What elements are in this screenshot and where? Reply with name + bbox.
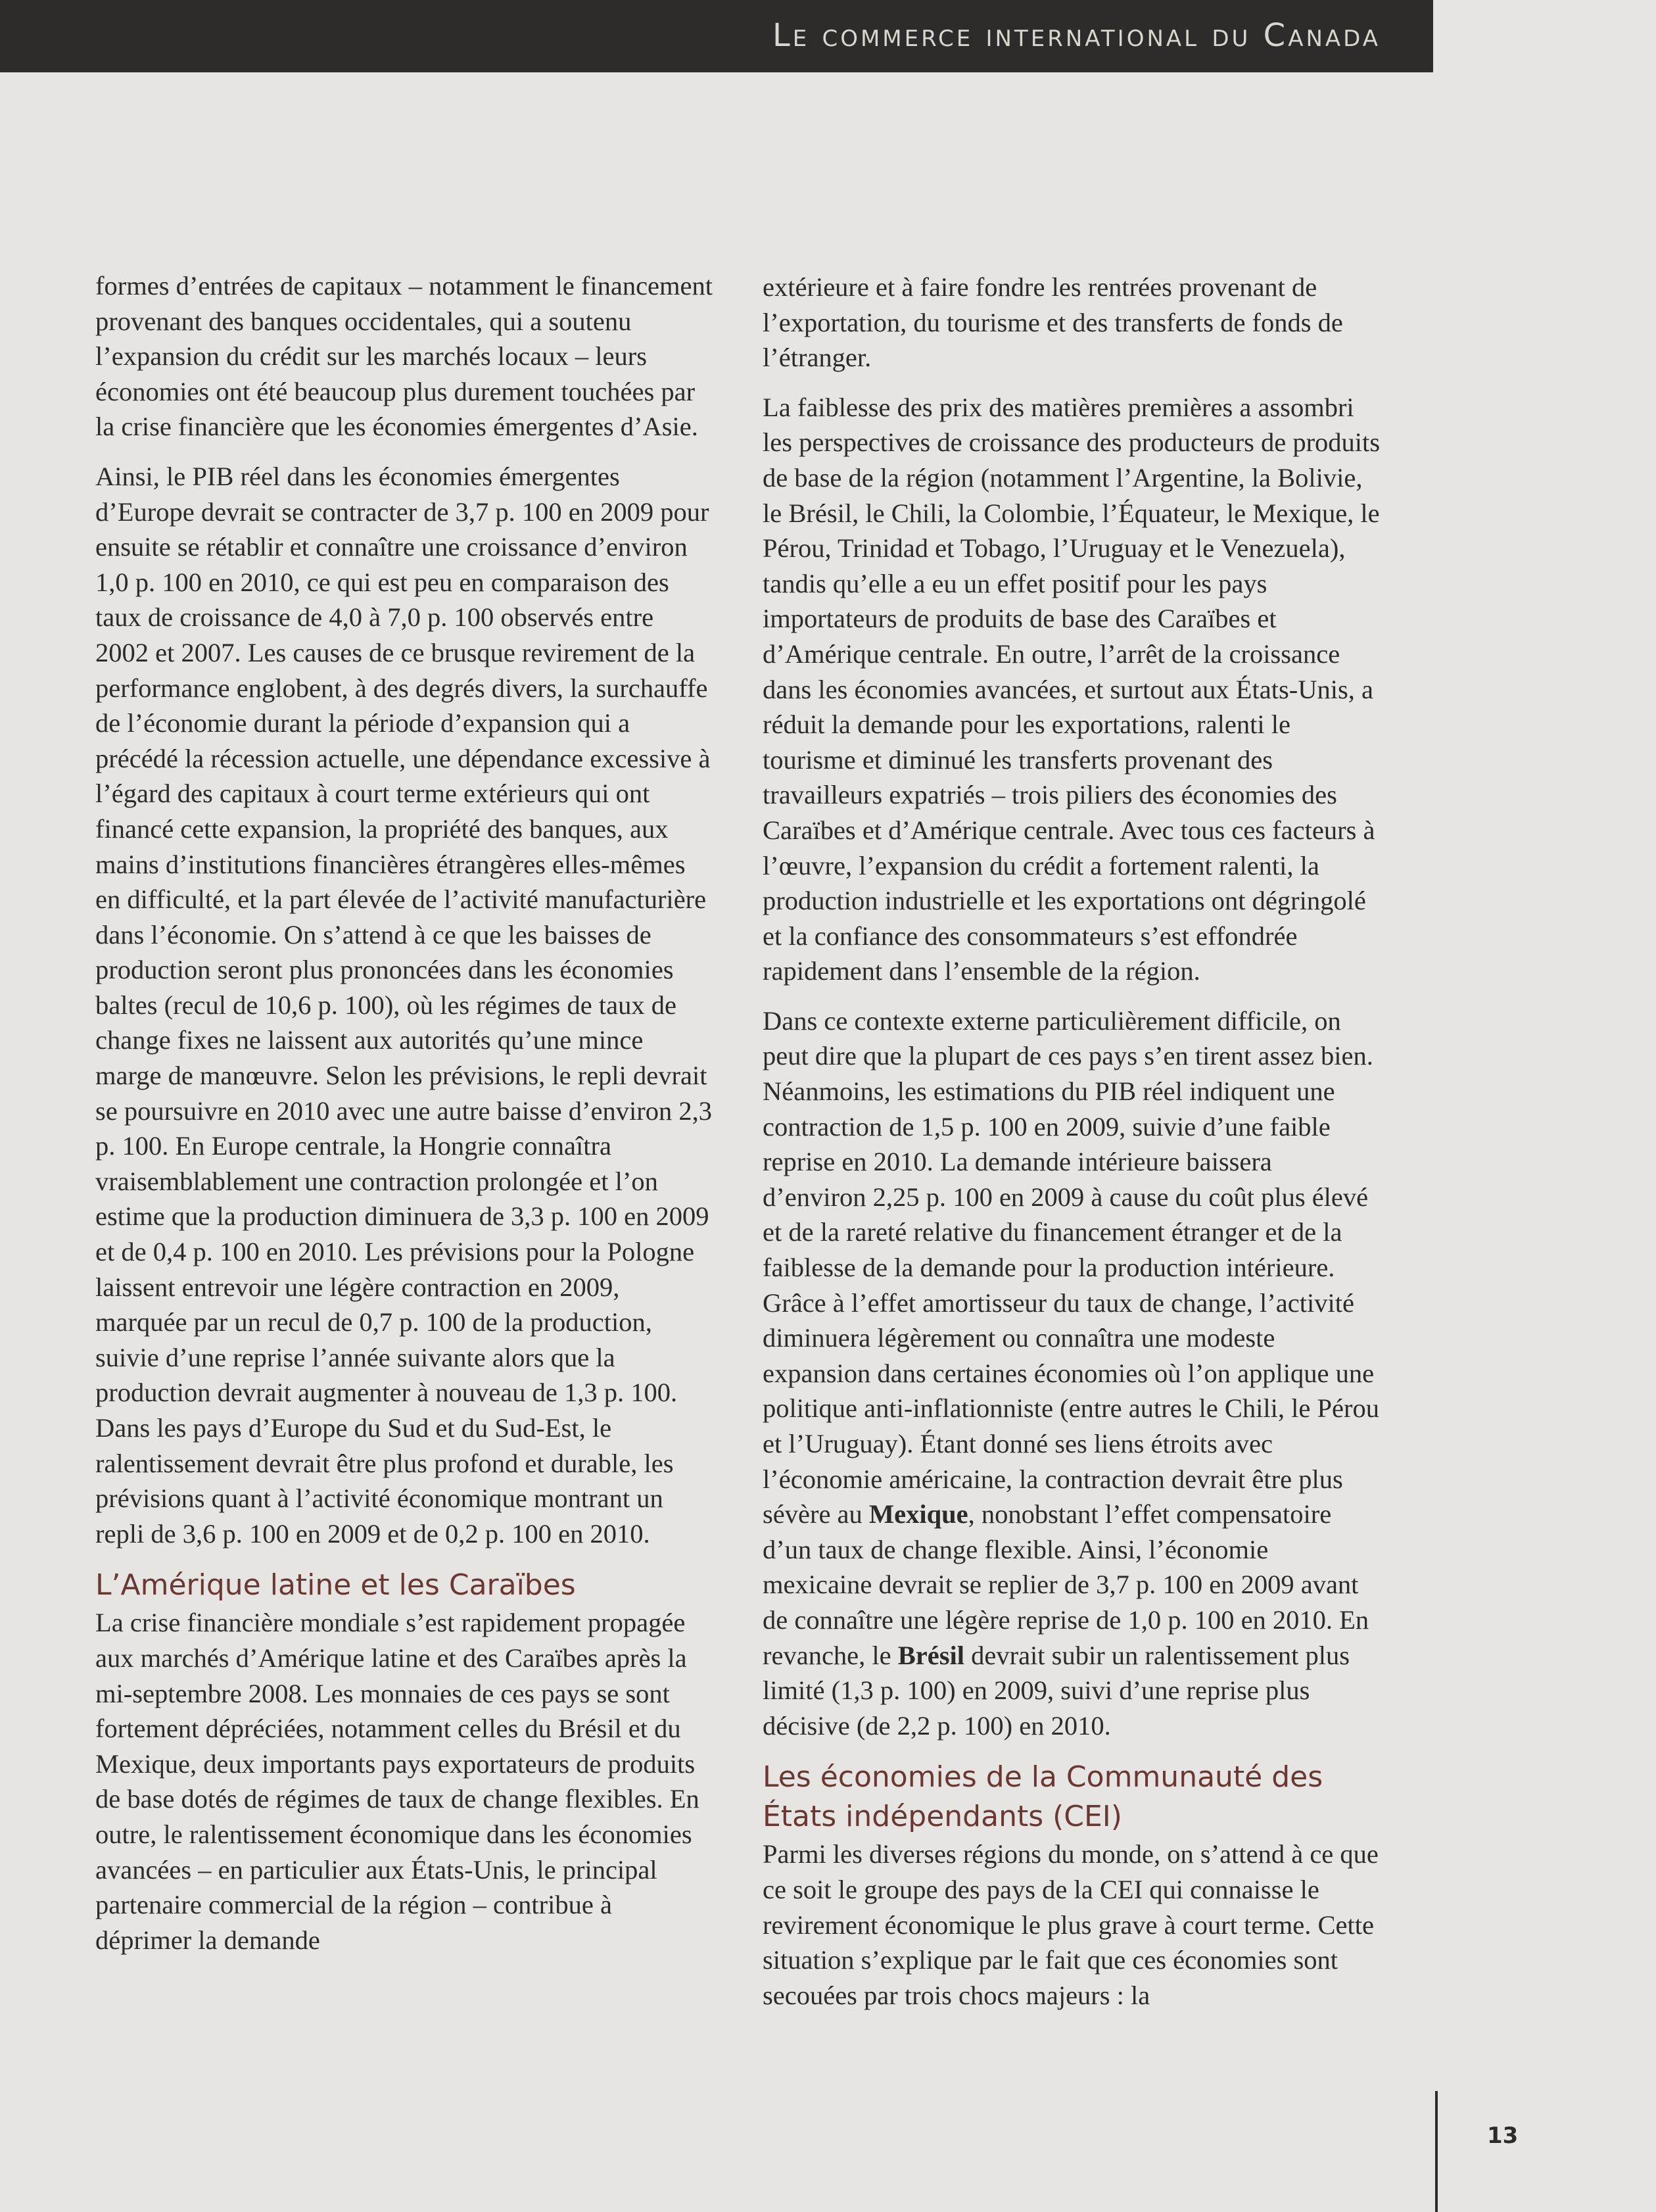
left-column: [95, 268, 713, 1972]
paragraph: Ainsi, le PIB réel dans les économies émergentes d’Europe devrait se contracter de 3,7 p. 100 en 2009 pour ensuite se rétablir et connaître une croissance d’environ 1,0 p. 100 en 2010, ce qui est peu en comparaison des taux de croissance de 4,0 à 7,0 p. 100 observés entre 2002 et 2007. Les causes de ce brusque revirement de la performance englobent, à des degrés divers, la surchauffe de l’économie durant la période d’expansion qui a précédé la récession actuelle, une dépendance excessive à l’égard des capitaux à court terme extérieurs qui ont financé cette expansion, la propriété des banques, aux mains d’institutions financières étrangères elles-mêmes en difficulté, et la part élevée de l’activité manufacturière dans l’économie. On s’attend à ce que les baisses de production seront plus prononcées dans les économies baltes (recul de 10,6 p. 100), où les régimes de taux de change fixes ne laissent aux autorités qu’une mince marge de manœuvre. Selon les prévisions, le repli devrait se poursuivre en 2010 avec une autre baisse d’environ 2,3 p. 100. En Europe centrale, la Hongrie connaîtra vraisemblablement une contraction prolongée et l’on estime que la production diminuera de 3,3 p. 100 en 2009 et de 0,4 p. 100 en 2010. Les prévisions pour la Pologne laissent entrevoir une légère contraction en 2009, marquée par un recul de 0,7 p. 100 de la production, suivie d’une reprise l’année suivante alors que la production devrait augmenter à nouveau de 1,3 p. 100. Dans les pays d’Europe du Sud et du Sud-Est, le ralentissement devrait être plus profond et durable, les prévisions quant à l’activité économique montrant un repli de 3,6 p. 100 en 2009 et de 0,2 p. 100 en 2010.: [95, 461, 712, 1549]
text-run: devrait subir un ralentissement plus limité (1,3 p. 100) en 2009, suivi d’une reprise plus décisive (de 2,2 p. 100) en 2010.: [763, 1640, 1350, 1741]
bold-term-mexique: Mexique: [868, 1499, 968, 1529]
paragraph: extérieure et à faire fondre les rentrées provenant de l’exportation, du tourisme et des transferts de fonds de l’étranger.: [763, 272, 1343, 373]
text-run: Dans ce contexte externe particulièrement difficile, on peut dire que la plupart de ces pays s’en tirent assez bien. Néanmoins, les estimations du PIB réel indiquent une contraction de 1,5 p. 100 en 2009, suivie d’une faible reprise en 2010. La demande intérieure baissera d’environ 2,25 p. 100 en 2009 à cause du coût plus élevé et de la rareté relative du financement étranger et de la faiblesse de la demande pour la production intérieure. Grâce à l’effet amortisseur du taux de change, l’activité diminuera légèrement ou connaîtra une modeste expansion dans certaines économies où l’on applique une politique anti-inflationniste (entre autres le Chili, le Pérou et l’Uruguay). Étant donné ses liens étroits avec l’économie américaine, la contraction devrait être plus sévère au: [763, 1005, 1380, 1529]
paragraph: Parmi les diverses régions du monde, on s’attend à ce que ce soit le groupe des pays de la CEI qui connaisse le revirement économique le plus grave à court terme. Cette situation s’explique par le fait que ces économies sont secouées par trois chocs majeurs : la: [763, 1839, 1379, 2010]
page-number-rule: [1435, 2091, 1438, 2212]
right-column: [763, 270, 1381, 2027]
paragraph: [763, 1003, 1381, 1743]
paragraph: La crise financière mondiale s’est rapidement propagée aux marchés d’Amérique latine et des Caraïbes après la mi-septembre 2008. Les monnaies de ces pays se sont fortement dépréciées, notamment celles du Brésil et du Mexique, deux importants pays exportateurs de produits de base dotés de régimes de taux de change flexibles. En outre, le ralentissement économique dans les économies avancées – en particulier aux États-Unis, le principal partenaire commercial de la région – contribue à déprimer la demande: [95, 1608, 699, 1955]
bold-term-bresil: Brésil: [897, 1640, 964, 1670]
paragraph: formes d’entrées de capitaux – notamment le financement provenant des banques occidentales, qui a soutenu l’expansion du crédit sur les marchés locaux – leurs économies ont été beaucoup plus durement touchées par la crise financière que les économies émergentes d’Asie.: [95, 271, 713, 442]
page-number: 13: [1487, 2123, 1519, 2149]
paragraph: La faiblesse des prix des matières premières a assombri les perspectives de croissance des producteurs de produits de base de la région (notamment l’Argentine, la Bolivie, le Brésil, le Chili, la Colombie, l’Équateur, le Mexique, le Pérou, Trinidad et Tobago, l’Uruguay et le Venezuela), tandis qu’elle a eu un effet positif pour les pays importateurs de produits de base des Caraïbes et d’Amérique centrale. En outre, l’arrêt de la croissance dans les économies avancées, et surtout aux États-Unis, a réduit la demande pour les exportations, ralenti le tourisme et diminué les transferts provenant des travailleurs expatriés – trois piliers des économies des Caraïbes et d’Amérique centrale. Avec tous ces facteurs à l’œuvre, l’expansion du crédit a fortement ralenti, la production industrielle et les exportations ont dégringolé et la confiance des consommateurs s’est effondrée rapidement dans l’ensemble de la région.: [763, 392, 1381, 986]
running-header-title: Le commerce international du Canada: [772, 17, 1381, 54]
section-heading-latin-america: L’Amérique latine et les Caraïbes: [95, 1568, 576, 1602]
header-bar: [0, 0, 1433, 72]
text-run: , nonobstant l’effet compensatoire d’un taux de change flexible. Ainsi, l’économie mexicaine devrait se replier de 3,7 p. 100 en 2009 avant de connaître une légère reprise de 1,0 p. 100 en 2010. En revanche, le: [763, 1499, 1369, 1670]
section-heading-cei: Les économies de la Communauté des États indépendants (CEI): [763, 1760, 1323, 1834]
